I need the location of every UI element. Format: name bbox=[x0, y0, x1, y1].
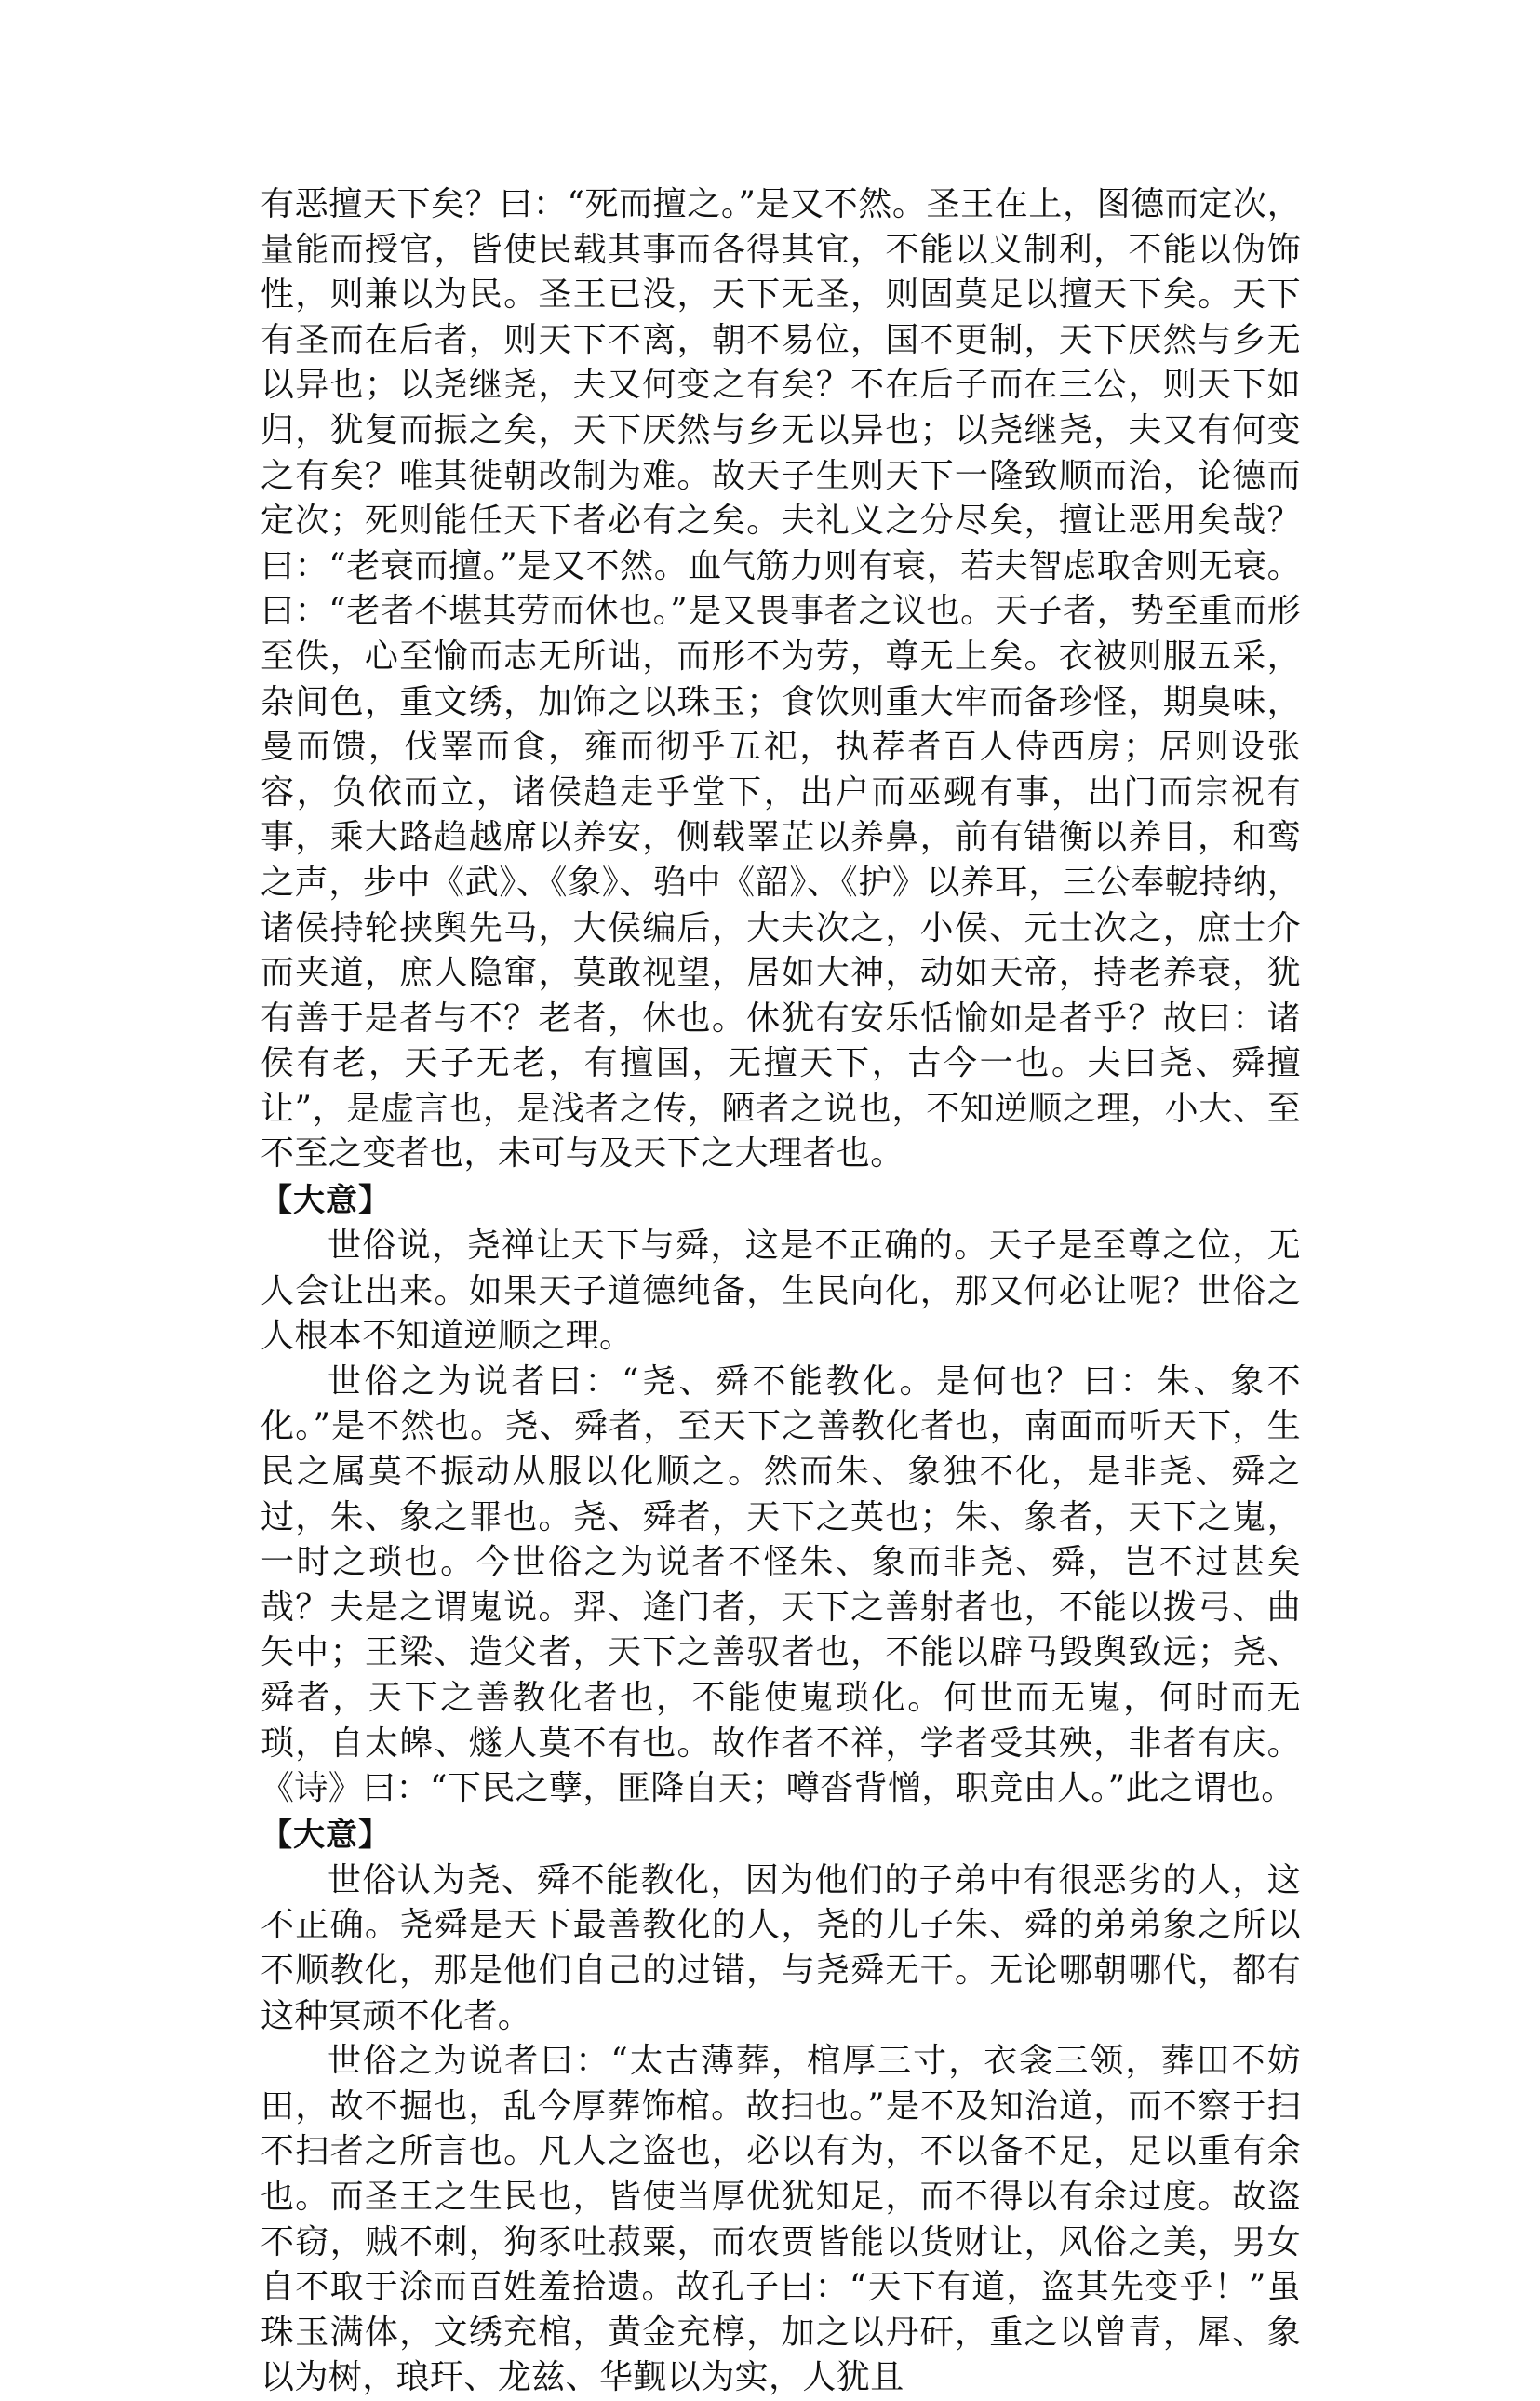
paragraph-original-3: 世俗之为说者曰：“太古薄葬，棺厚三寸，衣衾三领，葬田不妨田，故不掘也，乱今厚葬饰棺。故扫也。”是不及知治道，而不察于扫不扫者之所言也。凡人之盗也，必以有为，不以备不足，足以重有余也。而圣王之生民也，皆使当厚优犹知足，而不得以有余过度。故盗不窃，贼不刺，狗豕吐菽粟，而农贾皆能以货财让，风俗之美，男女自不取于涂而百姓羞拾遗。故孔子曰：“天下有道，盗其先变乎！”虽珠玉满体，文绣充棺，黄金充椁，加之以丹矸，重之以曾青，犀、象以为树，琅玕、龙兹、华觐以为实，人犹且 bbox=[261, 2042, 1301, 2397]
paragraph-continuation: 有恶擅天下矣？曰：“死而擅之。”是又不然。圣王在上，图德而定次，量能而授官，皆使民载其事而各得其宜，不能以义制利，不能以伪饰性，则兼以为民。圣王已没，天下无圣，则固莫足以擅天下矣。天下有圣而在后者，则天下不离，朝不易位，国不更制，天下厌然与乡无以异也；以尧继尧，夫又何变之有矣？不在后子而在三公，则天下如归，犹复而振之矣，天下厌然与乡无以异也；以尧继尧，夫又有何变之有矣？唯其徙朝改制为难。故天子生则天下一隆致顺而治，论德而定次；死则能任天下者必有之矣。夫礼义之分尽矣，擅让恶用矣哉？曰：“老衰而擅。”是又不然。血气筋力则有衰，若夫智虑取舍则无衰。曰：“老者不堪其劳而休也。”是又畏事者之议也。天子者，势至重而形至佚，心至愉而志无所诎，而形不为劳，尊无上矣。衣被则服五采，杂间色，重文绣，加饰之以珠玉；食饮则重大牢而备珍怪，期臭味，曼而馈，伐睪而食，雍而彻乎五祀，执荐者百人侍西房；居则设张容，负依而立，诸侯趋走乎堂下，出户而巫觋有事，出门而宗祝有事，乘大路趋越席以养安，侧载睪芷以养鼻，前有错衡以养目，和鸾之声，步中《武》、《象》、驺中《韶》、《护》以养耳，三公奉軶持纳，诸侯持轮挟舆先马，大侯编后，大夫次之，小侯、元士次之，庶士介而夹道，庶人隐窜，莫敢视望，居如大神，动如天帝，持老养衰，犹有善于是者与不？老者，休也。休犹有安乐恬愉如是者乎？故曰：诸侯有老，天子无老，有擅国，无擅天下，古今一也。夫曰尧、舜擅让”，是虚言也，是浅者之传，陋者之说也，不知逆顺之理，小大、至不至之变者也，未可与及天下之大理者也。 bbox=[261, 185, 1301, 1174]
paragraph-summary-2: 世俗认为尧、舜不能教化，因为他们的子弟中有很恶劣的人，这不正确。尧舜是天下最善教化的人，尧的儿子朱、舜的弟弟象之所以不顺教化，那是他们自己的过错，与尧舜无干。无论哪朝哪代，都有这种冥顽不化者。 bbox=[261, 1860, 1301, 2035]
section-heading-dayi-1: 【大意】 bbox=[261, 1182, 391, 1220]
section-heading-dayi-2: 【大意】 bbox=[261, 1816, 391, 1854]
paragraph-original-2: 世俗之为说者曰：“尧、舜不能教化。是何也？曰：朱、象不化。”是不然也。尧、舜者，至天下之善教化者也，南面而听天下，生民之属莫不振动从服以化顺之。然而朱、象独不化，是非尧、舜之过，朱、象之罪也。尧、舜者，天下之英也；朱、象者，天下之嵬，一时之琐也。今世俗之为说者不怪朱、象而非尧、舜，岂不过甚矣哉？夫是之谓嵬说。羿、逄门者，天下之善射者也，不能以拨弓、曲矢中；王梁、造父者，天下之善驭者也，不能以辟马毁舆致远；尧、舜者，天下之善教化者也，不能使嵬琐化。何世而无嵬，何时而无琐，自太皞、燧人莫不有也。故作者不祥，学者受其殃，非者有庆。《诗》曰：“下民之孽，匪降自天；噂沓背憎，职竞由人。”此之谓也。 bbox=[261, 1361, 1301, 1808]
paragraph-summary-1: 世俗说，尧禅让天下与舜，这是不正确的。天子是至尊之位，无人会让出来。如果天子道德纯备，生民向化，那又何必让呢？世俗之人根本不知道逆顺之理。 bbox=[261, 1227, 1301, 1356]
document-body bbox=[261, 182, 1301, 2401]
